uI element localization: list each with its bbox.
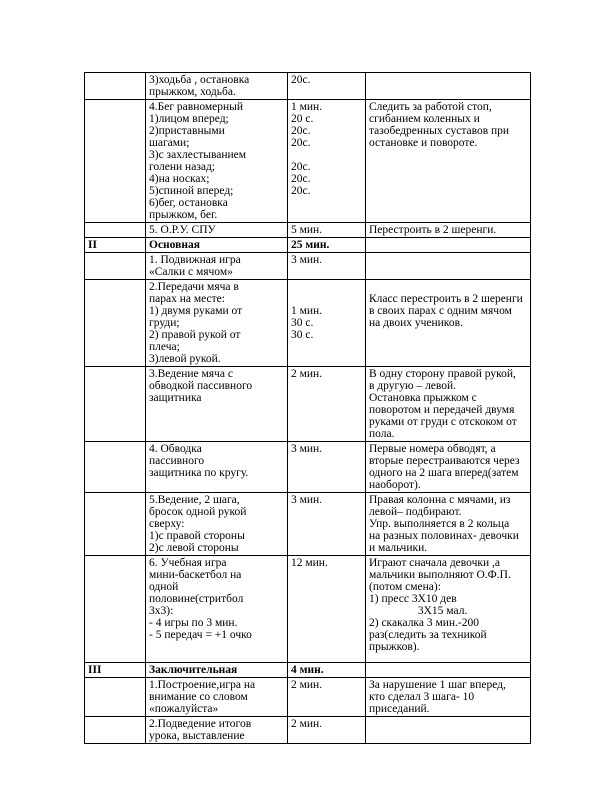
cell-text-line: пассивного	[149, 455, 205, 467]
section-number-cell	[85, 238, 146, 253]
content-cell	[146, 663, 288, 678]
cell-text-line: сгибанием коленных и	[369, 113, 480, 125]
content-cell	[146, 73, 288, 100]
cell-text-line: вторые перестраиваются через	[369, 455, 520, 467]
cell-text-line: За нарушение 1 шаг вперед,	[369, 679, 506, 691]
cell-text-line: - 4 игры по 3 мин.	[149, 617, 238, 629]
cell-text-line: 20с.	[291, 185, 311, 197]
cell-text-line: Заключительная	[149, 664, 238, 676]
table-row	[85, 223, 531, 238]
section-number-cell	[85, 100, 146, 223]
time-cell	[288, 73, 366, 100]
table-row	[85, 717, 531, 744]
cell-text-line: пола.	[369, 428, 395, 440]
cell-text-line: 2 мин.	[291, 368, 323, 380]
section-number-cell	[85, 253, 146, 280]
cell-text-line: левой– подбирают.	[369, 506, 462, 518]
time-cell	[288, 493, 366, 556]
table-row	[85, 442, 531, 493]
cell-text-line: 5)спиной вперед;	[149, 185, 234, 197]
cell-text-line	[291, 281, 362, 293]
notes-cell	[366, 556, 531, 663]
content-cell	[146, 280, 288, 367]
cell-text-line: II	[88, 239, 97, 251]
cell-text-line: 1) двумя руками от	[149, 305, 243, 317]
section-number-cell	[85, 280, 146, 367]
cell-text-line: 1.Построение,игра на	[149, 679, 256, 691]
cell-text-line: Упр. выполняется в 2 кольца	[369, 518, 510, 530]
cell-text-line: 5 мин.	[291, 224, 323, 236]
cell-text-line: 3)ходьба , остановка	[149, 74, 250, 86]
cell-text-line: наоборот).	[369, 479, 421, 491]
cell-text-line: внимание со словом	[149, 691, 248, 703]
cell-text-line: 2 мин.	[291, 679, 323, 691]
cell-text-line: 2) правой рукой от	[149, 329, 241, 341]
cell-text-line: 20с.	[291, 173, 311, 185]
section-number-cell	[85, 442, 146, 493]
cell-text-line: защитника по кругу.	[149, 467, 249, 479]
cell-text-line: 1. Подвижная игра	[149, 254, 241, 266]
cell-text-line: прыжков).	[369, 641, 420, 653]
cell-text-line: на двоих учеников.	[369, 317, 463, 329]
content-cell	[146, 238, 288, 253]
cell-text-line: Правая колонна с мячами, из	[369, 494, 511, 506]
cell-text-line: - 5 передач = +1 очко	[149, 629, 252, 641]
cell-text-line: 4.Бег равномерный	[149, 101, 244, 113]
section-number-cell	[85, 678, 146, 717]
cell-text-line: 4 мин.	[291, 664, 324, 676]
cell-text-line: на разных половинах- девочки	[369, 530, 519, 542]
cell-text-line: мальчики выполняют О.Ф.П.	[369, 569, 511, 581]
cell-text-line: кто сделал 3 шага- 10	[369, 691, 475, 703]
cell-text-line: сверху:	[149, 518, 185, 530]
cell-text-line: 1 мин.	[291, 101, 323, 113]
cell-text-line: В одну сторону правой рукой,	[369, 368, 516, 380]
section-number-cell	[85, 556, 146, 663]
content-cell	[146, 717, 288, 744]
notes-cell	[366, 678, 531, 717]
cell-text-line: 3.Ведение мяча с	[149, 368, 233, 380]
table-row	[85, 253, 531, 280]
cell-text-line: Основная	[149, 239, 200, 251]
cell-text-line: 2 мин.	[291, 718, 323, 730]
notes-cell	[366, 280, 531, 367]
cell-text-line: 5.Ведение, 2 шага,	[149, 494, 240, 506]
table-row	[85, 678, 531, 717]
notes-cell	[366, 493, 531, 556]
content-cell	[146, 678, 288, 717]
time-cell	[288, 223, 366, 238]
cell-text-line: раз(следить за техникой	[369, 629, 487, 641]
cell-text-line	[369, 281, 527, 293]
cell-text-line: 6. Учебная игра	[149, 557, 227, 569]
cell-text-line: 2)с левой стороны	[149, 542, 239, 554]
cell-text-line: одного на 2 шага вперед(затем	[369, 467, 519, 479]
table-row	[85, 73, 531, 100]
time-cell	[288, 100, 366, 223]
section-number-cell	[85, 717, 146, 744]
time-cell	[288, 442, 366, 493]
cell-text-line: 3)с захлестыванием	[149, 149, 247, 161]
cell-text-line: приседаний.	[369, 703, 430, 715]
cell-text-line: мини-баскетбол на	[149, 569, 242, 581]
cell-text-line: 1)с правой стороны	[149, 530, 245, 542]
cell-text-line: защитника	[149, 392, 202, 404]
content-cell	[146, 493, 288, 556]
cell-text-line: 20 с.	[291, 113, 314, 125]
cell-text-line: половине(стритбол	[149, 593, 244, 605]
time-cell	[288, 717, 366, 744]
cell-text-line: парах на месте:	[149, 293, 225, 305]
time-cell	[288, 663, 366, 678]
cell-text-line: 20с.	[291, 161, 311, 173]
notes-cell	[366, 223, 531, 238]
cell-text-line: 30 с.	[291, 317, 314, 329]
cell-text-line: 2.Передачи мяча в	[149, 281, 239, 293]
cell-text-line: остановке и повороте.	[369, 137, 478, 149]
cell-text-line: Остановка прыжком с	[369, 392, 477, 404]
section-row	[85, 238, 531, 253]
table-row	[85, 367, 531, 442]
cell-text-line: 12 мин.	[291, 557, 328, 569]
cell-text-line: «Салки с мячом»	[149, 266, 233, 278]
cell-text-line: одной	[149, 581, 179, 593]
time-cell	[288, 238, 366, 253]
cell-text-line: бросок одной рукой	[149, 506, 247, 518]
cell-text-line: Класс перестроить в 2 шеренги	[369, 293, 523, 305]
cell-text-line: 3)левой рукой.	[149, 353, 221, 365]
content-cell	[146, 223, 288, 238]
cell-text-line: «пожалуйста»	[149, 703, 219, 715]
cell-text-line: 25 мин.	[291, 239, 330, 251]
time-cell	[288, 253, 366, 280]
cell-text-line: шагами;	[149, 137, 190, 149]
cell-text-line: 20с.	[291, 137, 311, 149]
cell-text-line: прыжком, ходьба.	[149, 86, 236, 98]
time-cell	[288, 280, 366, 367]
section-row	[85, 663, 531, 678]
cell-text-line: 5. О.Р.У. СПУ	[149, 224, 216, 236]
cell-text-line: урока, выставление	[149, 730, 245, 742]
notes-cell	[366, 238, 531, 253]
cell-text-line: 3 мин.	[291, 254, 323, 266]
cell-text-line	[291, 293, 362, 305]
notes-cell	[366, 73, 531, 100]
cell-text-line: 20с.	[291, 125, 311, 137]
cell-text-line: тазобедренных суставов при	[369, 125, 510, 137]
time-cell	[288, 678, 366, 717]
cell-text-line: 4)на носках;	[149, 173, 210, 185]
lesson-plan-table	[84, 72, 531, 744]
content-cell	[146, 556, 288, 663]
cell-text-line	[291, 149, 362, 161]
table-row	[85, 100, 531, 223]
time-cell	[288, 556, 366, 663]
table-row	[85, 493, 531, 556]
content-cell	[146, 253, 288, 280]
cell-text-line: (потом смена):	[369, 581, 441, 593]
section-number-cell	[85, 493, 146, 556]
cell-text-line: Первые номера обводят, а	[369, 443, 496, 455]
cell-text-line: 4. Обводка	[149, 443, 202, 455]
section-number-cell	[85, 367, 146, 442]
cell-text-line: 3 мин.	[291, 494, 323, 506]
content-cell	[146, 442, 288, 493]
cell-text-line: в своих парах с одним мячом	[369, 305, 512, 317]
time-cell	[288, 367, 366, 442]
table-row	[85, 556, 531, 663]
section-number-cell	[85, 73, 146, 100]
cell-text-line: в другую – левой.	[369, 380, 457, 392]
cell-text-line: и мальчики.	[369, 542, 428, 554]
cell-text-line: 2) скакалка 3 мин.-200	[369, 617, 479, 629]
cell-text-line: 30 с.	[291, 329, 314, 341]
content-cell	[146, 100, 288, 223]
notes-cell	[366, 717, 531, 744]
cell-text-line: руками от груди с отскоком от	[369, 416, 517, 428]
cell-text-line: III	[88, 664, 102, 676]
cell-text-line: 3х3):	[149, 605, 174, 617]
cell-text-line: 1 мин.	[291, 305, 323, 317]
notes-cell	[366, 253, 531, 280]
cell-text-line: Следить за работой стоп,	[369, 101, 492, 113]
table-row	[85, 280, 531, 367]
cell-text-line: 20с.	[291, 74, 311, 86]
cell-text-line: груди;	[149, 317, 180, 329]
cell-text-line: поворотом и передачей двумя	[369, 404, 515, 416]
notes-cell	[366, 367, 531, 442]
cell-text-line: 6)бег, остановка	[149, 197, 228, 209]
content-cell	[146, 367, 288, 442]
cell-text-line: 1) пресс 3Х10 дев	[369, 593, 457, 605]
section-number-cell	[85, 663, 146, 678]
cell-text-line: 2.Подведение итогов	[149, 718, 252, 730]
cell-text-line: плеча;	[149, 341, 180, 353]
cell-text-line: 3 мин.	[291, 443, 323, 455]
cell-text-line: 3Х15 мал.	[369, 605, 468, 617]
cell-text-line: голени назад;	[149, 161, 216, 173]
cell-text-line: Перестроить в 2 шеренги.	[369, 224, 497, 236]
notes-cell	[366, 442, 531, 493]
lesson-plan-body	[85, 73, 531, 744]
cell-text-line: 1)лицом вперед;	[149, 113, 229, 125]
notes-cell	[366, 100, 531, 223]
section-number-cell	[85, 223, 146, 238]
cell-text-line: обводкой пассивного	[149, 380, 253, 392]
cell-text-line: прыжком, бег.	[149, 209, 218, 221]
cell-text-line: 2)приставными	[149, 125, 225, 137]
notes-cell	[366, 663, 531, 678]
cell-text-line: Играют сначала девочки ,а	[369, 557, 500, 569]
